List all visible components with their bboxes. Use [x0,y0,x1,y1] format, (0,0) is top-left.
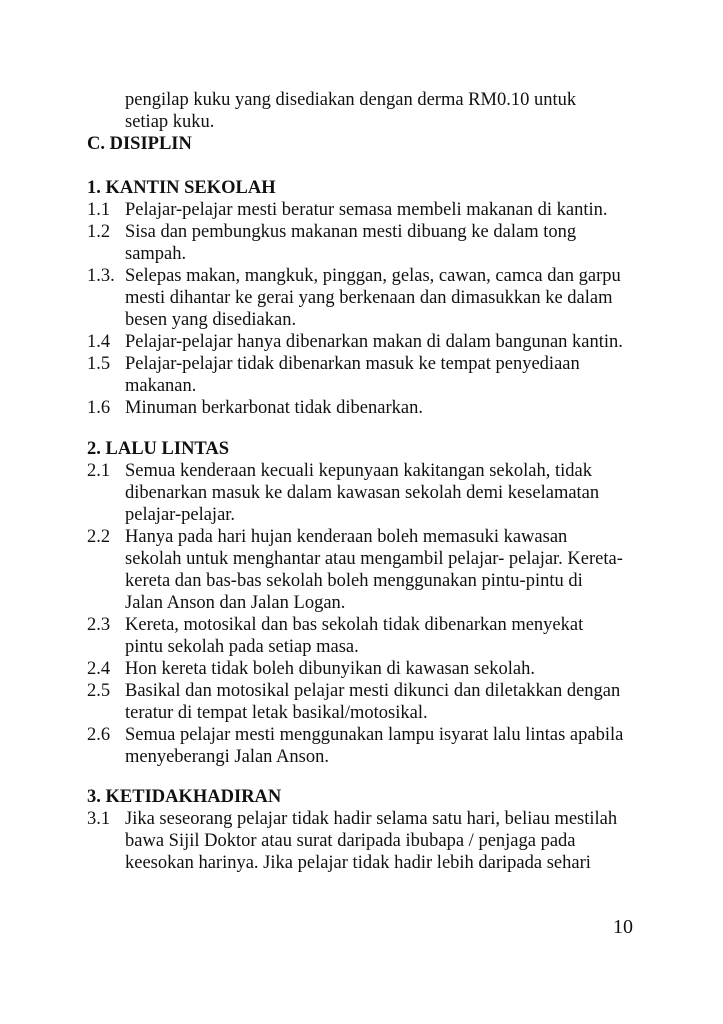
section-title-kantin: 1. KANTIN SEKOLAH [87,178,276,198]
item-number: 1.5 [87,354,111,374]
item-text: dibenarkan masuk ke dalam kawasan sekolah demi keselamatan [125,483,600,503]
item-text: Pelajar-pelajar hanya dibenarkan makan di dalam bangunan kantin. [125,332,623,352]
item-number: 1.1 [87,200,111,220]
item-text: Sisa dan pembungkus makanan mesti dibuang ke dalam tong [125,222,577,242]
section-title-lalu-lintas: 2. LALU LINTAS [87,439,230,459]
item-text: teratur di tempat letak basikal/motosikal. [125,703,428,723]
item-text: Pelajar-pelajar tidak dibenarkan masuk ke tempat penyediaan [125,354,580,374]
item-number: 2.4 [87,659,111,679]
item-text: Jika seseorang pelajar tidak hadir selama satu hari, beliau mestilah [125,809,618,829]
item-number: 1.3. [87,266,115,286]
item-text: Hon kereta tidak boleh dibunyikan di kawasan sekolah. [125,659,535,679]
item-number: 1.6 [87,398,111,418]
item-text: Pelajar-pelajar mesti beratur semasa membeli makanan di kantin. [125,200,608,220]
item-text: Jalan Anson dan Jalan Logan. [125,593,346,613]
item-number: 1.2 [87,222,111,242]
intro-line-1: pengilap kuku yang disediakan dengan derma RM0.10 untuk [125,90,577,110]
item-text: keesokan harinya. Jika pelajar tidak hadir lebih daripada sehari [125,853,591,873]
item-text: bawa Sijil Doktor atau surat daripada ibubapa / penjaga pada [125,831,576,851]
item-text: Selepas makan, mangkuk, pinggan, gelas, cawan, camca dan garpu [125,266,621,286]
item-text: menyeberangi Jalan Anson. [125,747,329,767]
item-text: besen yang disediakan. [125,310,297,330]
item-text: sekolah untuk menghantar atau mengambil pelajar- pelajar. Kereta- [125,549,623,569]
item-number: 1.4 [87,332,111,352]
item-text: Semua kenderaan kecuali kepunyaan kakitangan sekolah, tidak [125,461,592,481]
item-number: 2.6 [87,725,111,745]
item-text: Hanya pada hari hujan kenderaan boleh memasuki kawasan [125,527,568,547]
heading-disiplin: C. DISIPLIN [87,134,192,154]
intro-line-2: setiap kuku. [125,112,215,132]
item-text: sampah. [125,244,187,264]
item-text: mesti dihantar ke gerai yang berkenaan dan dimasukkan ke dalam [125,288,613,308]
item-number: 2.3 [87,615,111,635]
item-number: 3.1 [87,809,111,829]
item-text: pelajar-pelajar. [125,505,236,525]
page-number: 10 [613,916,633,938]
item-text: Semua pelajar mesti menggunakan lampu isyarat lalu lintas apabila [125,725,624,745]
section-title-ketidakhadiran: 3. KETIDAKHADIRAN [87,787,282,807]
item-text: kereta dan bas-bas sekolah boleh menggunakan pintu-pintu di [125,571,583,591]
item-number: 2.1 [87,461,111,481]
item-number: 2.5 [87,681,111,701]
item-text: pintu sekolah pada setiap masa. [125,637,359,657]
item-text: Minuman berkarbonat tidak dibenarkan. [125,398,423,418]
item-text: Kereta, motosikal dan bas sekolah tidak dibenarkan menyekat [125,615,584,635]
item-text: Basikal dan motosikal pelajar mesti dikunci dan diletakkan dengan [125,681,621,701]
item-text: makanan. [125,376,197,396]
item-number: 2.2 [87,527,111,547]
